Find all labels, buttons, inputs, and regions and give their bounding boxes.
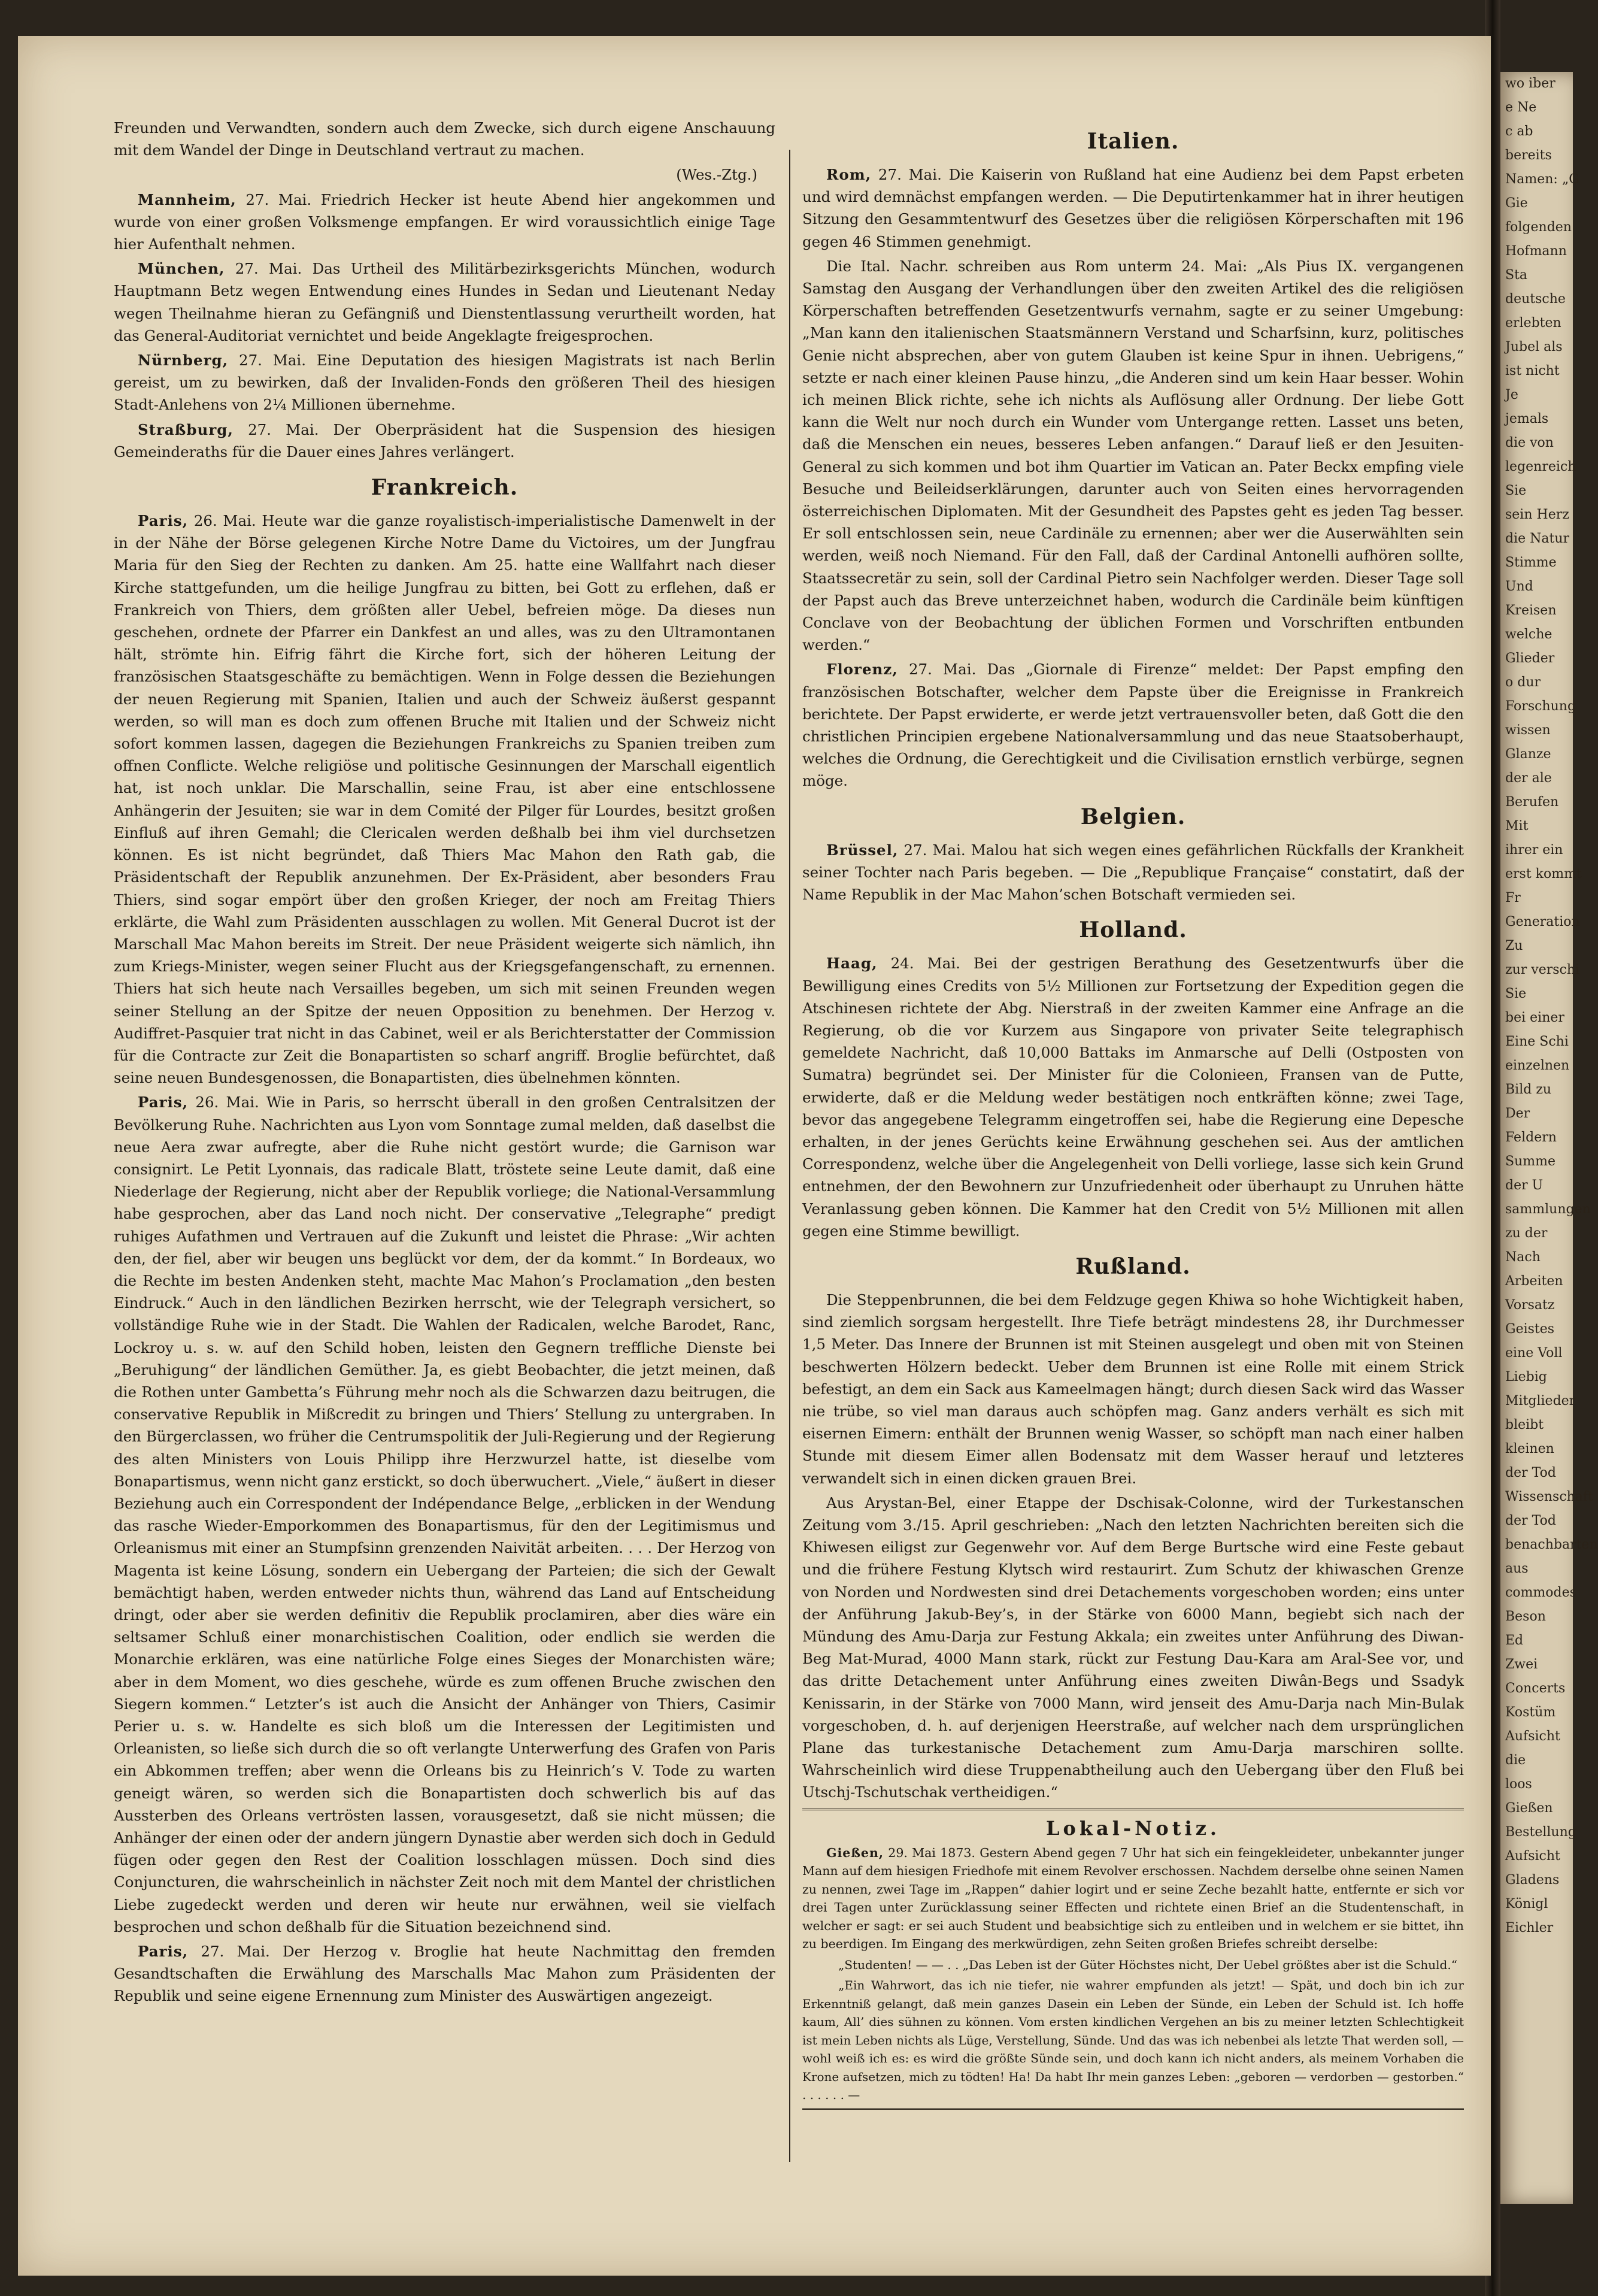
- article: [114, 510, 775, 1089]
- neighbor-fragment: Bestellung: [1505, 1825, 1576, 1840]
- neighbor-fragment: Wissenschaft: [1505, 1489, 1593, 1504]
- neighbor-fragment: folgenden: [1505, 220, 1572, 235]
- neighbor-fragment: sein Herz: [1505, 507, 1569, 522]
- article-text: 27. Mai. Das „Giornale di Firenze“ meldet: Der Papst empfing den französischen Botschafter, welcher dem Papste über die Ereignisse in Frankreich berichtete. Der Papst erwiderte, er werde jetzt vertrauensvoller beten, daß Gott die den christlichen Principien ergebene Nationalversammlung und das neue Staatsoberhaupt, welches die Ordnung, die Gerechtigkeit und die Civilisation ernstlich verbürge, segnen möge.: [802, 661, 1464, 790]
- dateline: Gießen,: [826, 1845, 884, 1860]
- right-column: [802, 117, 1464, 2171]
- article-text: 24. Mai. Bei der gestrigen Berathung des Gesetzentwurfs über die Bewilligung eines Credits von 5½ Millionen zur Fortsetzung der Expedition gegen die Atschinesen richtete der Abg. Nierstraß in der zweiten Kammer eine Anfrage an die Regierung, ob die vor Kurzem aus Singapore von privater Seite telegraphisch gemeldete Nachricht, daß 10,000 Battaks im Anmarsche auf Delli (Ostposten von Sumatra) begründet sei. Der Minister für die Colonieen, Fransen van de Putte, erwiderte, daß er die Meldung weder bestätigen noch entkräften könne; zwei Tage, bevor das angegebene Telegramm eingetroffen sei, habe die Regierung eine Depesche erhalten, in der jenes Gerüchts keine Erwähnung geschehen sei. Aus der amtlichen Correspondenz, welche über die Angelegenheit von Delli vorliege, lasse sich kein Grund entnehmen, der den Bewohnern zur Unzufriedenheit oder überhaupt zu Unruhen hätte Veranlassung geben können. Die Kammer hat den Credit von 5½ Millionen mit allen gegen eine Stimme bewilligt.: [802, 955, 1464, 1240]
- neighbor-fragment: Nach: [1505, 1250, 1541, 1265]
- neighbor-fragment: Ed: [1505, 1633, 1524, 1648]
- lead-paragraph: Freunden und Verwandten, sondern auch dem Zwecke, sich durch eigene Anschauung mit dem Wandel der Dinge in Deutschland vertraut zu machen.: [114, 119, 775, 159]
- neighbor-fragment: Sie: [1505, 986, 1527, 1001]
- local-notice-quote: „Ein Wahrwort, das ich nie tiefer, nie wahrer empfunden als jetzt! — Spät, und doch bin ich zur Erkenntniß gelangt, daß mein ganzes Dasein ein Leben der Sünde, ein Leben der Schuld ist. Ich hoffe kaum, All’ dies sühnen zu können. Vom ersten kindlichen Vergehen an bis zu meiner letzten Schlechtigkeit ist mein Leben nichts als Lüge, Verstellung, Sünde. Und das was ich nebenbei als letzte That werden soll, — wohl weiß ich es: es wird die größte Sünde sein, und doch kann ich nicht anders, als meinem Vorhaben die Krone aufsetzen, mich zu tödten! Ha! Da habt Ihr mein ganzes Leben: „geboren — verdorben — gestorben.“ . . . . . . —: [802, 1976, 1464, 2110]
- neighbor-fragment: Der: [1505, 1106, 1530, 1121]
- neighbor-fragment: commodes: [1505, 1585, 1576, 1600]
- article-text: 27. Mai. Der Oberpräsident hat die Suspension des hiesigen Gemeinderaths für die Dauer eines Jahres verlängert.: [114, 420, 775, 461]
- neighbor-fragment: wissen: [1505, 723, 1551, 738]
- neighbor-fragment: Jubel als: [1505, 340, 1563, 355]
- neighbor-fragment: ist nicht: [1505, 364, 1560, 378]
- local-notice-box: [802, 1809, 1464, 2110]
- neighbor-fragment: Sie: [1505, 483, 1527, 498]
- neighbor-fragment: ihrer ein: [1505, 843, 1563, 858]
- neighbor-fragment: Eine Schi: [1505, 1034, 1569, 1049]
- neighbor-fragment: Aufsicht: [1505, 1729, 1560, 1744]
- article: [114, 349, 775, 416]
- neighbor-fragment: loos: [1505, 1777, 1532, 1792]
- neighbor-fragment: c ab: [1505, 124, 1533, 139]
- local-notice-text: [802, 1844, 1464, 1953]
- neighbor-fragment: Zu: [1505, 938, 1523, 953]
- section-heading-belgium: Belgien.: [1080, 804, 1186, 829]
- local-notice-quote: „Studenten! — — . . „Das Leben ist der Güter Höchstes nicht, Der Uebel größtes aber ist die Schuld.“: [838, 1957, 1457, 1972]
- article: [802, 839, 1464, 906]
- neighbor-fragment: Geistes: [1505, 1322, 1555, 1337]
- neighbor-fragment: Gie: [1505, 196, 1528, 211]
- neighbor-fragment: Feldern: [1505, 1130, 1557, 1145]
- section-heading-italy: Italien.: [1087, 129, 1179, 154]
- neighbor-fragment: Forschung: [1505, 699, 1576, 714]
- neighbor-fragment: Und: [1505, 579, 1533, 594]
- neighbor-fragment: die: [1505, 1753, 1526, 1768]
- article-text: 27. Mai. Malou hat sich wegen eines gefährlichen Rückfalls der Krankheit seiner Tochter nach Paris begeben. — Die „Republique Française“ constatirt, daß der Name Republik in der Mac Mahon’schen Botschaft vermieden sei.: [802, 841, 1464, 904]
- neighbor-fragment: Kostüm: [1505, 1705, 1556, 1720]
- neighbor-fragment: der U: [1505, 1178, 1544, 1193]
- neighbor-fragment: der Tod: [1505, 1465, 1556, 1480]
- article-text: 27. Mai. Die Kaiserin von Rußland hat eine Audienz bei dem Papst erbeten und wird demnächst empfangen werden. — Die Deputirtenkammer hat in ihrer heutigen Sitzung den Gesammtentwurf des Gesetzes über die religiösen Körperschaften mit 196 gegen 46 Stimmen genehmigt.: [802, 166, 1464, 250]
- neighbor-fragment: Generation: [1505, 914, 1580, 929]
- neighbor-fragment: Gießen: [1505, 1801, 1553, 1816]
- article: [114, 1091, 775, 1938]
- neighbor-fragment: wo iber: [1505, 76, 1555, 91]
- lead-source: (Wes.-Ztg.): [676, 166, 757, 184]
- neighbor-fragment: Liebig: [1505, 1370, 1547, 1385]
- neighbor-fragment: bereits: [1505, 148, 1552, 163]
- neighbor-fragment: Hofmann: [1505, 244, 1567, 259]
- neighbor-fragment: Glieder: [1505, 651, 1555, 666]
- neighbor-fragment: Vorsatz: [1505, 1298, 1555, 1313]
- neighbor-fragment: Berufen: [1505, 795, 1559, 810]
- section-heading-russia: Rußland.: [1075, 1253, 1191, 1279]
- neighbor-fragment: welche: [1505, 627, 1552, 642]
- neighbor-fragment: Königl: [1505, 1897, 1548, 1912]
- column-rule: [789, 150, 790, 2162]
- neighbor-fragment: bleibt: [1505, 1417, 1544, 1432]
- local-notice-heading: Lokal-Notiz.: [1045, 1816, 1221, 1840]
- dateline: Rom,: [826, 166, 872, 183]
- neighbor-fragment: Zwei: [1505, 1657, 1538, 1672]
- article-text: 26. Mai. Wie in Paris, so herrscht überall in den großen Centralsitzen der Bevölkerung Ruhe. Nachrichten aus Lyon vom Sonntage zumal melden, daß daselbst die neue Aera zwar aufregte, aber die Ruhe nicht gestört wurde; die Garnison war consignirt. Le Petit Lyonnais, das radicale Blatt, tröstete seine Leute damit, daß eine Niederlage der Regierung, nicht aber der Republik vorliege; die National-Versammlung habe gesprochen, aber das Land noch nicht. Der conservative „Telegraphe“ predigt ruhiges Aufathmen und Vertrauen auf die Zukunft und leistet die Phrase: „Wir achten den, der fiel, aber wir beugen uns beglückt vor dem, der da kommt.“ In Bordeaux, wo die Rechte im besten Andenken steht, machte Mac Mahon’s Proclamation „den besten Eindruck.“ Auch in den ländlichen Bezirken herrscht, wie der Telegraph versichert, so vollständige Ruhe wie in der Stadt. Die Wahlen der Radicalen, welche Barodet, Ranc, Lockroy u. s. w. auf den Schild hoben, leisten den Gegnern treffliche Dienste bei „Beruhigung“ der ländlichen Gemüther. Ja, es giebt Beobachter, die jetzt meinen, daß die Rothen unter Gambetta’s Führung mehr noch als die Schwarzen dazu beitrugen, die conservative Republik in Mißcredit zu bringen und Thiers’ Stellung zu untergraben. In den Bürgerclassen, wo früher die Centrumspolitik der Juli-Regierung und der Regierung des alten Ministers von Louis Philipp ihre Herzwurzel hatte, ist dieselbe vom Bonapartismus, wenn nicht ganz erstickt, so doch überwuchert. „Viele,“ äußert in dieser Beziehung auch ein Correspondent der Indépendance Belge, „erblicken in der Wendung das rasche Wieder-Emporkommen des Bonapartismus, für den der Legitimismus und Orleanismus mit einer an Stumpfsinn grenzenden Naivität arbeiten. . . . Der Herzog von Magenta ist keine Lösung, sondern ein Uebergang der Parteien; die sich der Gewalt bemächtigt haben, werden entweder nichts thun, während das Land auf Entscheidung dringt, oder aber sie werden definitiv die Republik proclamiren, aber dies wäre ein seltsamer Schluß einer monarchistischen Coalition, oder endlich sie werden die Monarchie erklären, was eine natürliche Folge eines Sieges der Monarchisten wäre; aber in dem Moment, wo dies geschehe, würde es zum offenen Bruche zwischen den Siegern kommen.“ Letzter’s ist auch die Ansicht der Anhänger von Thiers, Casimir Perier u. s. w. Handelte es sich bloß um die Interessen der Legitimisten und Orleanisten, so ließe sich durch die so oft verlangte Unterwerfung des Grafen von Paris ein Abkommen treffen; aber wenn die Orleans bis zu Heinrich’s V. Tode zu warten geneigt wären, so werden sich die Bonapartisten doch schwerlich bis auf das Aussterben des Orleans vertrösten lassen, vorausgesetzt, daß sie nicht müssen; die Anhänger der einen oder der andern jüngern Dynastie aber werden sich doch in Geduld fügen oder gegen den Rest der Coalition losschlagen müssen. Doch sind dies Conjuncturen, die wahrscheinlich in nächster Zeit noch mit dem Mantel der christlichen Liebe zugedeckt werden und deren wir heute nur erwähnen, weil sie vielfach besprochen und schon deßhalb für die Situation bezeichnend sind.: [114, 1094, 775, 1935]
- left-column: [114, 117, 775, 2195]
- neighbor-fragment: Stimme: [1505, 555, 1557, 570]
- neighbor-fragment: Summe: [1505, 1154, 1555, 1169]
- article-text: 27. Mai. Das Urtheil des Militärbezirksgerichts München, wodurch Hauptmann Betz wegen Entwendung eines Hundes in Sedan und Lieutenant Neday wegen Theilnahme hieran zu Gefängniß und Dienstentlassung verurtheilt worden, hat das General-Auditoriat vernichtet und beide Angeklagte freigesprochen.: [114, 260, 775, 344]
- neighbor-fragment: Sta: [1505, 268, 1528, 283]
- neighbor-fragment: Namen: „G: [1505, 172, 1579, 187]
- neighbor-fragment: Fr: [1505, 890, 1521, 905]
- neighbor-fragment: Eichler: [1505, 1921, 1554, 1935]
- dateline: Brüssel,: [826, 841, 899, 859]
- neighbor-fragment: legenreich: [1505, 459, 1576, 474]
- neighbor-fragment: eine Voll: [1505, 1346, 1563, 1361]
- article: [802, 658, 1464, 792]
- dateline: Mannheim,: [138, 190, 236, 208]
- neighbor-fragment: Mit: [1505, 819, 1529, 834]
- article: [802, 1492, 1464, 1804]
- neighbor-fragment: benachbarten: [1505, 1537, 1598, 1552]
- neighbor-fragment: Kreisen: [1505, 603, 1557, 618]
- article-text: 26. Mai. Heute war die ganze royalistisch-imperialistische Damenwelt in der in der Nähe der Börse gelegenen Kirche Notre Dame du Victoires, um der Jungfrau Maria für den Sieg der Rechten zu danken. Am 25. hatte eine Wallfahrt nach dieser Kirche stattgefunden, um die heilige Jungfrau zu bitten, bei Gott zu erflehen, daß er Frankreich von Thiers, dem größten aller Uebel, befreien möge. Da dieses nun geschehen, ordnete der Pfarrer ein Dankfest an und alles, was zu den Ultramontanen hält, strömte hin. Eifrig fährt die Kirche fort, sich der höheren Leitung der französischen Staatsgeschäfte zu bemächtigen. Wenn in Folge dessen die Beziehungen der neuen Regierung mit Spanien, Italien und auch der Schweiz äußerst gespannt werden, so will man es doch zum offenen Bruche mit Italien und der Schweiz nicht sofort kommen lassen, dagegen die Beziehungen Frankreichs zu Spanien treiben zum offnen Conflicte. Welche religiöse und politische Gesinnungen der Marschall eigentlich hat, ist noch unklar. Die Marschallin, seine Frau, ist aber eine entschlossene Anhängerin der Jesuiten; sie war in dem Comité der Pilger für Lourdes, besitzt großen Einfluß auf ihren Gemahl; die Clericalen werden deßhalb bei ihm viel durchsetzen können. Es ist nicht begründet, daß Thiers Mac Mahon den Rath gab, die Präsidentschaft der Republik anzunehmen. Der Ex-Präsident, aber besonders Frau Thiers, sind sogar empört über den großen Krieger, der noch am Freitag Thiers erklärte, die Wahl zum Präsidenten ausschlagen zu wollen. Mit General Ducrot ist der Marschall Mac Mahon bereits im Streit. Der neue Präsident weigerte sich nämlich, ihn zum Kriegs-Minister, wegen seiner Flucht aus der Kriegsgefangenschaft, zu ernennen. Thiers hat sich heute nach Versailles begeben, um sich mit seinen Freunden wegen seiner Stellung an der Spitze der neuen Opposition zu benehmen. Der Herzog v. Audiffret-Pasquier trat nicht in das Cabinet, weil er als Berichterstatter der Commission für die Contracte zur Zeit die Bonapartisten so scharf angriff. Broglie befürchtet, daß seine neuen Bundesgenossen, die Bonapartisten, dies übelnehmen könnten.: [114, 512, 775, 1087]
- neighbor-fragment: der Tod: [1505, 1513, 1556, 1528]
- neighbor-fragment: erst kommt: [1505, 867, 1582, 882]
- neighbor-fragment: Concerts: [1505, 1681, 1566, 1696]
- article: [802, 255, 1464, 656]
- neighbor-fragment: sammlungen: [1505, 1202, 1591, 1217]
- article-text: 29. Mai 1873. Gestern Abend gegen 7 Uhr hat sich ein feingekleideter, unbekannter junger Mann auf dem hiesigen Friedhofe mit einem Revolver erschossen. Nachdem derselbe ohne seinen Namen zu nennen, zwei Tage im „Rappen“ dahier logirt und er seine Zeche bezahlt hatte, entfernte er sich vor drei Tagen unter Zurücklassung seiner Effecten und richtete einen Brief an die Studentenschaft, in welcher er sagt: er sei auch Student und beabsichtige sich zu entleiben und in welchem er sie bittet, ihn zu beerdigen. Im Eingang des merkwürdigen, zehn Seiten großen Briefes schreibt derselbe:: [802, 1845, 1464, 1952]
- neighbor-fragment: der ale: [1505, 771, 1552, 786]
- neighbor-page: [1500, 72, 1598, 2204]
- article: [802, 1289, 1464, 1489]
- article-text: Die Ital. Nachr. schreiben aus Rom unterm 24. Mai: „Als Pius IX. vergangenen Samstag den Ausgang der Verhandlungen über den zweiten Artikel des die religiösen Körperschaften betreffenden Gesetzentwurfs vernahm, sagte er zu seiner Umgebung: „Man kann den italienischen Staatsmännern Verstand und Scharfsinn, kurz, politisches Genie nicht absprechen, aber von gutem Glauben ist keine Spur in ihnen. Uebrigens,“ setzte er nach einer kleinen Pause hinzu, „die Anderen sind um kein Haar besser. Wohin ich meinen Blick richte, sehe ich nichts als Auflösung aller Ordnung. Der liebe Gott kann die Welt nur noch durch ein Wunder vom Untergange retten. Lasset uns beten, daß die Menschen ein neues, besseres Leben anfangen.“ Darauf ließ er den Jesuiten-General zu sich kommen und bot ihm Quartier im Vatican an. Pater Beckx empfing viele Besuche und Beileidserklärungen, darunter auch von Seiten eines hervorragenden österreichischen Diplomaten. Mit der Gesundheit des Papstes geht es jeden Tag besser. Er soll entschlossen sein, neue Cardinäle zu ernennen; aber wer die Auserwählten sein werden, weiß noch Niemand. Für den Fall, daß der Cardinal Antonelli aufhören sollte, Staatssecretär zu sein, soll der Cardinal Pietro sein Nachfolger werden. Dieser Tage soll der Papst auch das Breve unterzeichnet haben, wodurch die Cardinäle beim künftigen Conclave von der Beobachtung der üblichen Formen und Vorschriften entbunden werden.“: [802, 257, 1464, 654]
- neighbor-fragment: Aufsicht: [1505, 1849, 1560, 1864]
- neighbor-fragment: Glanze: [1505, 747, 1551, 762]
- neighbor-fragment: zu der: [1505, 1226, 1548, 1241]
- neighbor-fragment: die Natur: [1505, 531, 1570, 546]
- neighbor-fragment: jemals: [1505, 411, 1549, 426]
- neighbor-fragment: Mitglieder: [1505, 1394, 1576, 1409]
- dateline: Haag,: [826, 955, 878, 973]
- neighbor-fragment: die von: [1505, 435, 1554, 450]
- section-heading-holland: Holland.: [1079, 917, 1187, 943]
- article-text: Die Steppenbrunnen, die bei dem Feldzuge gegen Khiwa so hohe Wichtigkeit haben, sind ziemlich sorgsam hergestellt. Ihre Tiefe beträgt mindestens 28, ihr Durchmesser 1,5 Meter. Das Innere der Brunnen ist mit Steinen ausgelegt und oben mit von Steinen beschwerten Hölzern bedeckt. Ueber dem Brunnen ist eine Rolle mit einem Strick befestigt, an dem ein Sack aus Kameelmagen hängt; durch diesen Sack wird das Wasser nie trübe, so viel man daraus auch schöpfen mag. Ganz anders verhält es sich mit eisernen Eimern: enthält der Brunnen wenig Wasser, so schöpft man nach einer halben Stunde mit diesem Eimer allen Bodensatz mit dem Wasser herauf und letzteres verwandelt sich in einen dicken grauen Brei.: [802, 1291, 1464, 1487]
- dateline: Paris,: [138, 1943, 189, 1961]
- dateline: Paris,: [138, 1094, 189, 1111]
- dateline: Straßburg,: [138, 420, 234, 438]
- article: [802, 163, 1464, 253]
- neighbor-fragment: erlebten: [1505, 316, 1561, 331]
- neighbor-fragment: e Ne: [1505, 100, 1537, 115]
- dateline: Nürnberg,: [138, 352, 229, 369]
- neighbor-fragment: o dur: [1505, 675, 1541, 690]
- article-text: 27. Mai. Der Herzog v. Broglie hat heute Nachmittag den fremden Gesandtschaften die Erwählung des Marschalls Mac Mahon zum Präsidenten der Republik und seine eigene Ernennung zum Minister des Auswärtigen angezeigt.: [114, 1943, 775, 2005]
- neighbor-fragment: Arbeiten: [1505, 1274, 1563, 1289]
- article: [114, 258, 775, 347]
- dateline: Paris,: [138, 512, 189, 530]
- neighbor-fragment: zur verschi: [1505, 962, 1580, 977]
- neighbor-fragment: Gladens: [1505, 1873, 1560, 1888]
- article: [114, 419, 775, 463]
- article: [114, 189, 775, 256]
- section-heading-france: Frankreich.: [371, 475, 518, 501]
- neighbor-fragment: aus: [1505, 1561, 1529, 1576]
- dateline: Florenz,: [826, 661, 898, 678]
- neighbor-fragment: bei einer: [1505, 1010, 1564, 1025]
- neighbor-fragment: Bild zu: [1505, 1082, 1552, 1097]
- article: [114, 1940, 775, 2007]
- neighbor-fragment: Je: [1505, 387, 1518, 402]
- germany-articles: [114, 189, 775, 463]
- neighbor-fragment: einzelnen: [1505, 1058, 1570, 1073]
- neighbor-fragment: deutsche: [1505, 292, 1566, 307]
- neighbor-fragment: Beson: [1505, 1609, 1546, 1624]
- article-text: 27. Mai. Friedrich Hecker ist heute Abend hier angekommen und wurde von einer großen Volksmenge empfangen. Er wird voraussichtlich einige Tage hier Aufenthalt nehmen.: [114, 190, 775, 253]
- dateline: München,: [138, 260, 225, 278]
- article-text: Aus Arystan-Bel, einer Etappe der Dschisak-Colonne, wird der Turkestanschen Zeitung vom 3./15. April geschrieben: „Nach den letzten Nachrichten bereiten sich die Khiwesen eiligst zur Gegenwehr vor. Auf dem Berge Burtsche wird eine Feste gebaut und die frühere Festung Klytsch wird restaurirt. Zum Schutz der khiwaschen Grenze von Norden und Nordwesten sind drei Detachements vorgeschoben worden; eins unter der Anführung Jakub-Bey’s, in der Stärke von 6000 Mann, begiebt sich nach der Mündung des Amu-Darja zur Festung Akkala; ein zweites unter Anführung des Diwan-Beg Mat-Murad, 4000 Mann stark, rückt zur Festung Dau-Kara am Aral-See vor, und das dritte Detachement unter Anführung eines zweiten Diwân-Begs und Ssadyk Kenissarin, in der Stärke von 7000 Mann, wird jenseit des Amu-Darja nach Min-Bulak vorgeschoben, d. h. auf derjenigen Heerstraße, auf welcher nach dem ursprünglichen Plane das turkestanische Detachement zum Amu-Darja marschiren sollte. Wahrscheinlich wird diese Truppenabtheilung auch den Uebergang über den Fluß bei Utschj-Tschutschak vertheidigen.“: [802, 1494, 1464, 1801]
- neighbor-fragment: kleinen: [1505, 1441, 1554, 1456]
- article: [802, 952, 1464, 1242]
- article-text: 27. Mai. Eine Deputation des hiesigen Magistrats ist nach Berlin gereist, um zu bewirken, daß der Invaliden-Fonds den größeren Theil des hiesigen Stadt-Anlehens von 2¼ Millionen übernehme.: [114, 352, 775, 414]
